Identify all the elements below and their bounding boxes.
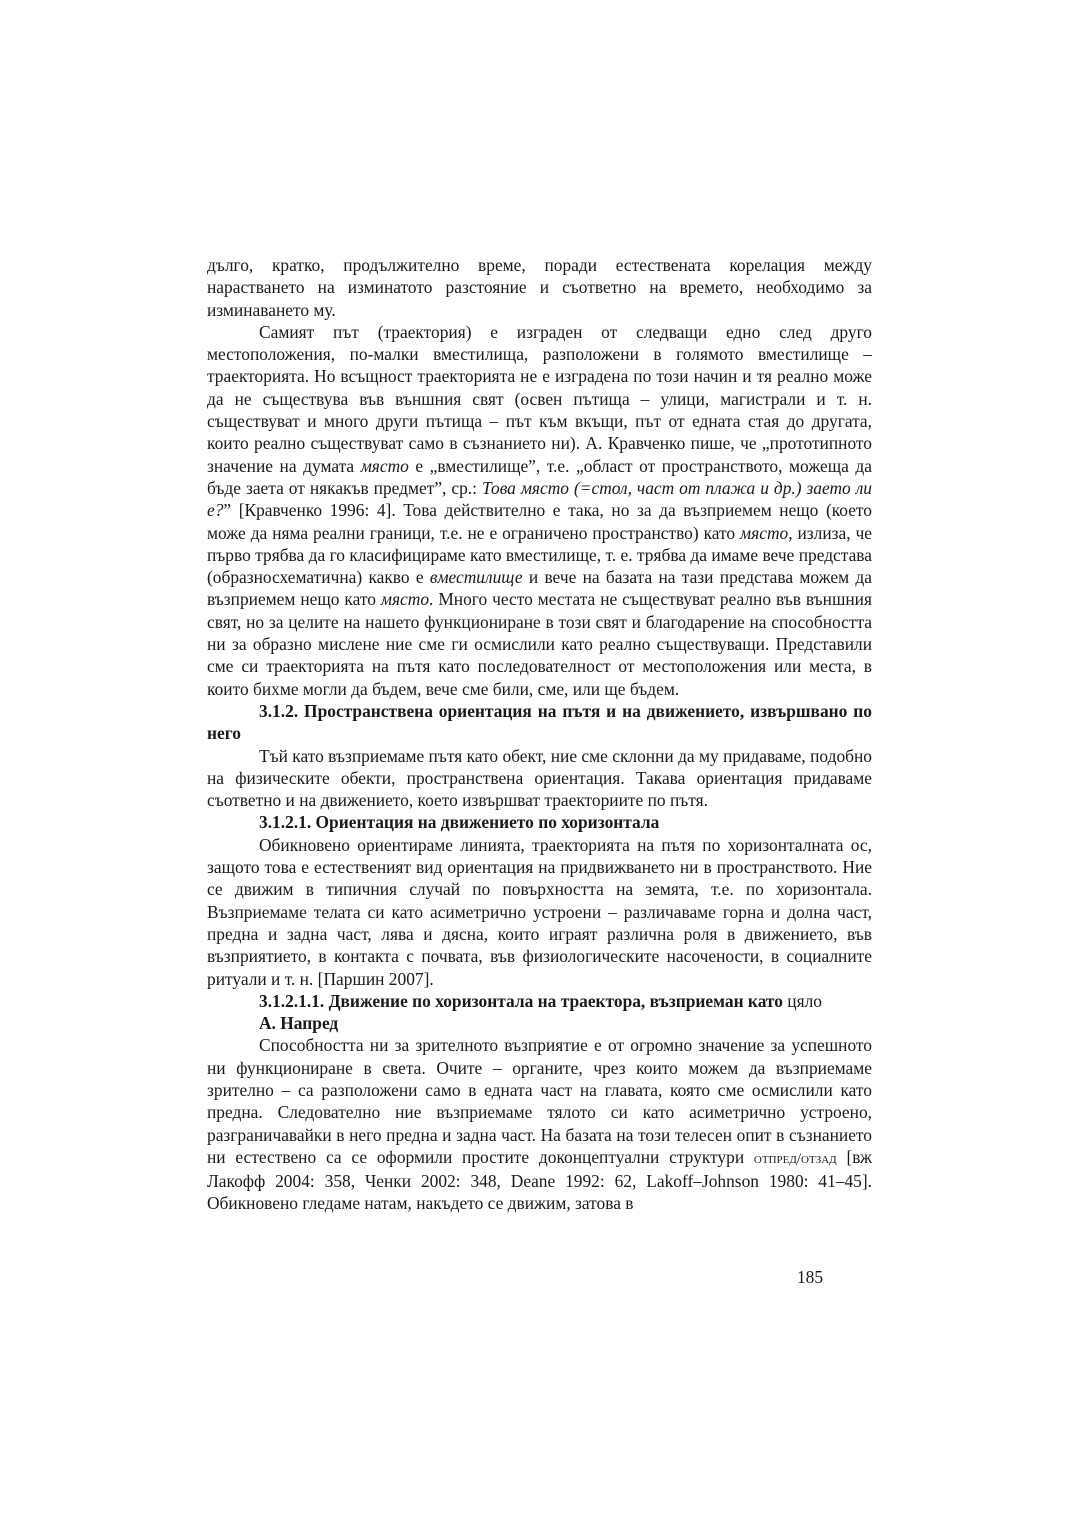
paragraph-5: Способността ни за зрителното възприятие е от огромно значение за успешното ни функциониране в света. Очите – органите, чрез които можем да възприемаме зрително – са разположени само в едната част на главата, която сме осмислили като предна. Следователно ние възприемаме тялото си като асиметрично устроено, разграничавайки в него предна и задна част. На базата на този телесен опит в съзнанието ни естествено са се оформили простите доконцептуални структури отпред/отзад [вж Лакофф 2004: 358, Ченки 2002: 348, Deane 1992: 62, Lakoff–Johnson 1980: 41–45]. Обикновено гледаме натам, накъдето се движим, затова в bbox=[207, 1035, 872, 1214]
page-number: 185 bbox=[796, 1267, 824, 1287]
paragraph-2: Самият път (траектория) е изграден от следващи едно след друго местоположения, по-малки вместилища, разположени в голямото вместилище – траекторията. Но всъщност траекторията не е изградена по този начин и тя реално може да не съществува във външния свят (освен пътища – улици, магистрали и т. н. съществуват и много други пътища – път към вкъщи, път от едната стая до другата, които реално съществуват само в съзнанието ни). А. Кравченко пише, че „прототипното значение на думата място е „вместилище”, т.е. „област от пространството, можеща да бъде заета от някакъв предмет”, ср.: Това място (=стол, част от плажа и др.) заето ли е?” [Кравченко 1996: 4]. Това действително е така, но за да възприемем нещо (което може да няма реални граници, т.е. не е ограничено пространство) като място, излиза, че първо трябва да го класифицираме като вместилище, т. е. трябва да имаме вече представа (образносхематична) какво е вместилище и вече на базата на тази представа можем да възприемем нещо като място. Много често местата не съществуват реално във външния свят, но за целите на нашето функциониране в този свят и благодарение на способността ни за образно мислене ние сме ги осмислили като реално съществуващи. Представили сме си траекторията на пътя като последователност от местоположения или места, в които бихме могли да бъдем, вече сме били, сме, или ще бъдем. bbox=[207, 321, 873, 699]
section-heading-3-1-2-1-1: 3.1.2.1.1. Движение по хоризонтала на траектора, възприеман като цяло bbox=[259, 990, 822, 1011]
paragraph-3: Тъй като възприемаме пътя като обект, ние сме склонни да му придаваме, подобно на физическите обекти, пространствена ориентация. Такава ориентация придаваме съответно и на движението, което извършват траекториите по пътя. bbox=[207, 745, 872, 811]
section-heading-3-1-2-1: 3.1.2.1. Ориентация на движението по хоризонтала bbox=[259, 812, 660, 833]
body-text bbox=[207, 254, 872, 1215]
paragraph-1: дълго, кратко, продължително време, поради естествената корелация между нарастването на изминатото разстояние и съответно на времето, необходимо за изминаването му. bbox=[207, 255, 872, 320]
section-heading-3-1-2: 3.1.2. Пространствена ориентация на пътя и на движението, извършвано по него bbox=[207, 700, 872, 744]
paragraph-4: Обикновено ориентираме линията, траекторията на пътя по хоризонталната ос, защото това е естественият вид ориентация на придвижването ни в пространството. Ние се движим в типичния случай по повърхността на земята, т.е. по хоризонтала. Възприемаме телата си като асиметрично устроени – различаваме горна и долна част, предна и задна част, лява и дясна, които играят различна роля в движението, във възприятието, в контакта с почвата, във физиологическите насочености, в социалните ритуали и т. н. [Паршин 2007]. bbox=[207, 834, 872, 989]
subheading-napred: А. Напред bbox=[259, 1013, 339, 1034]
